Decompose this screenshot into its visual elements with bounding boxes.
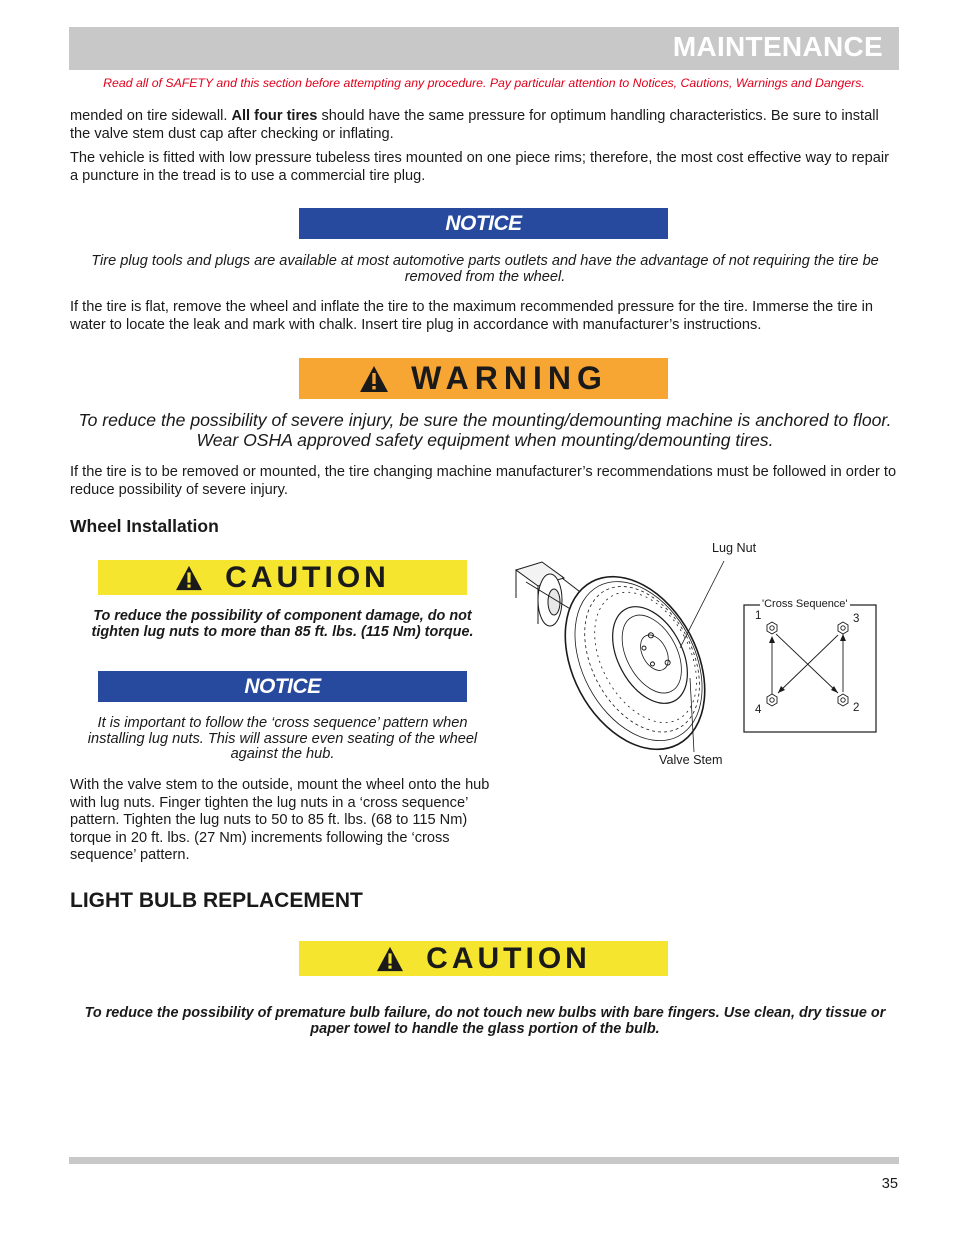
removal-paragraph: If the tire is to be removed or mounted, the tire changing machine manufacturer’s recommendations must be followed in order to reduce possibility of severe injury. [70,464,897,498]
caution-label-bulb: CAUTION [426,941,591,975]
notice-banner [299,208,668,239]
wheel-installation-heading: Wheel Installation [70,516,219,536]
caution-triangle-icon [175,565,203,591]
intro-paragraph-2: The vehicle is fitted with low pressure tubeless tires mounted on one piece rims; therefore, the most cost effective way to repair a puncture in the tread is to use a commercial tire plug. [70,150,889,184]
wheel-illustration [512,538,882,773]
nut-number-3: 3 [853,613,860,625]
notice-text: Tire plug tools and plugs are available at most automotive parts outlets and have the advantage of not requiring the tire be removed from the wheel. [91,253,879,285]
footer-bar [69,1157,899,1164]
warning-text: To reduce the possibility of severe injury, be sure the mounting/demounting machine is anchored to floor. Wear OSHA approved safety equipment when mounting/demounting tires. [78,410,892,450]
intro-bold: All four tires [231,108,318,124]
warning-triangle-icon [359,365,389,393]
page-title: MAINTENANCE [672,31,883,62]
notice-banner-wheel [98,671,467,702]
flat-tire-paragraph: If the tire is flat, remove the wheel and inflate the tire to the maximum recommended pressure for the tire. Immerse the tire in water to locate the leak and mark with chalk. Insert tire plug in accordance with manufacturer’s instructions. [70,299,874,333]
notice-text-wheel: It is important to follow the ‘cross sequence’ pattern when installing lug nuts. This will assure even seating of the wheel against the hub. [87,715,478,762]
intro-text-a: mended on tire sidewall. [70,108,232,124]
nut-number-4: 4 [755,704,762,716]
warning-banner [299,358,668,399]
caution-banner-wheel [98,560,467,595]
cross-sequence-label: 'Cross Sequence' [762,598,848,610]
caution-text-bulb: To reduce the possibility of premature bulb failure, do not touch new bulbs with bare fingers. Use clean, dry tissue or paper towel to handle the glass portion of the bulb. [84,1005,886,1037]
valve-stem-label: Valve Stem [659,753,723,767]
intro-text-b: should have the same pressure for optimum handling characteristics. Be sure to install the valve stem dust cap after checking or inflating. [70,108,879,142]
caution-label: CAUTION [225,560,390,594]
intro-paragraph-1 [70,108,900,143]
caution-banner-bulb [299,941,668,976]
notice-label: NOTICE [445,211,522,235]
warning-label: WARNING [411,360,608,396]
nut-number-1: 1 [755,610,762,622]
light-bulb-heading: LIGHT BULB REPLACEMENT [70,889,363,912]
safety-note: Read all of SAFETY and this section before attempting any procedure. Pay particular attention to Notices, Cautions, Warnings and Dangers. [103,76,865,90]
caution-triangle-icon [376,946,404,972]
wheel-installation-body: With the valve stem to the outside, mount the wheel onto the hub with lug nuts. Finger tighten the lug nuts in a ‘cross sequence’ pattern. Tighten the lug nuts to 50 to 85 ft. lbs. (68 to 115 Nm) torque in 20 ft. lbs. (27 Nm) increments following the ‘cross sequence’ pattern. [70,777,490,863]
caution-text-wheel: To reduce the possibility of component damage, do not tighten lug nuts to more than 85 ft. lbs. (115 Nm) torque. [91,608,474,640]
header-bar [69,27,899,70]
nut-number-2: 2 [853,702,860,714]
wheel-figure [512,538,882,773]
lug-nut-label: Lug Nut [712,541,757,555]
page-number: 35 [881,1176,898,1192]
notice-label-wheel: NOTICE [244,674,321,698]
